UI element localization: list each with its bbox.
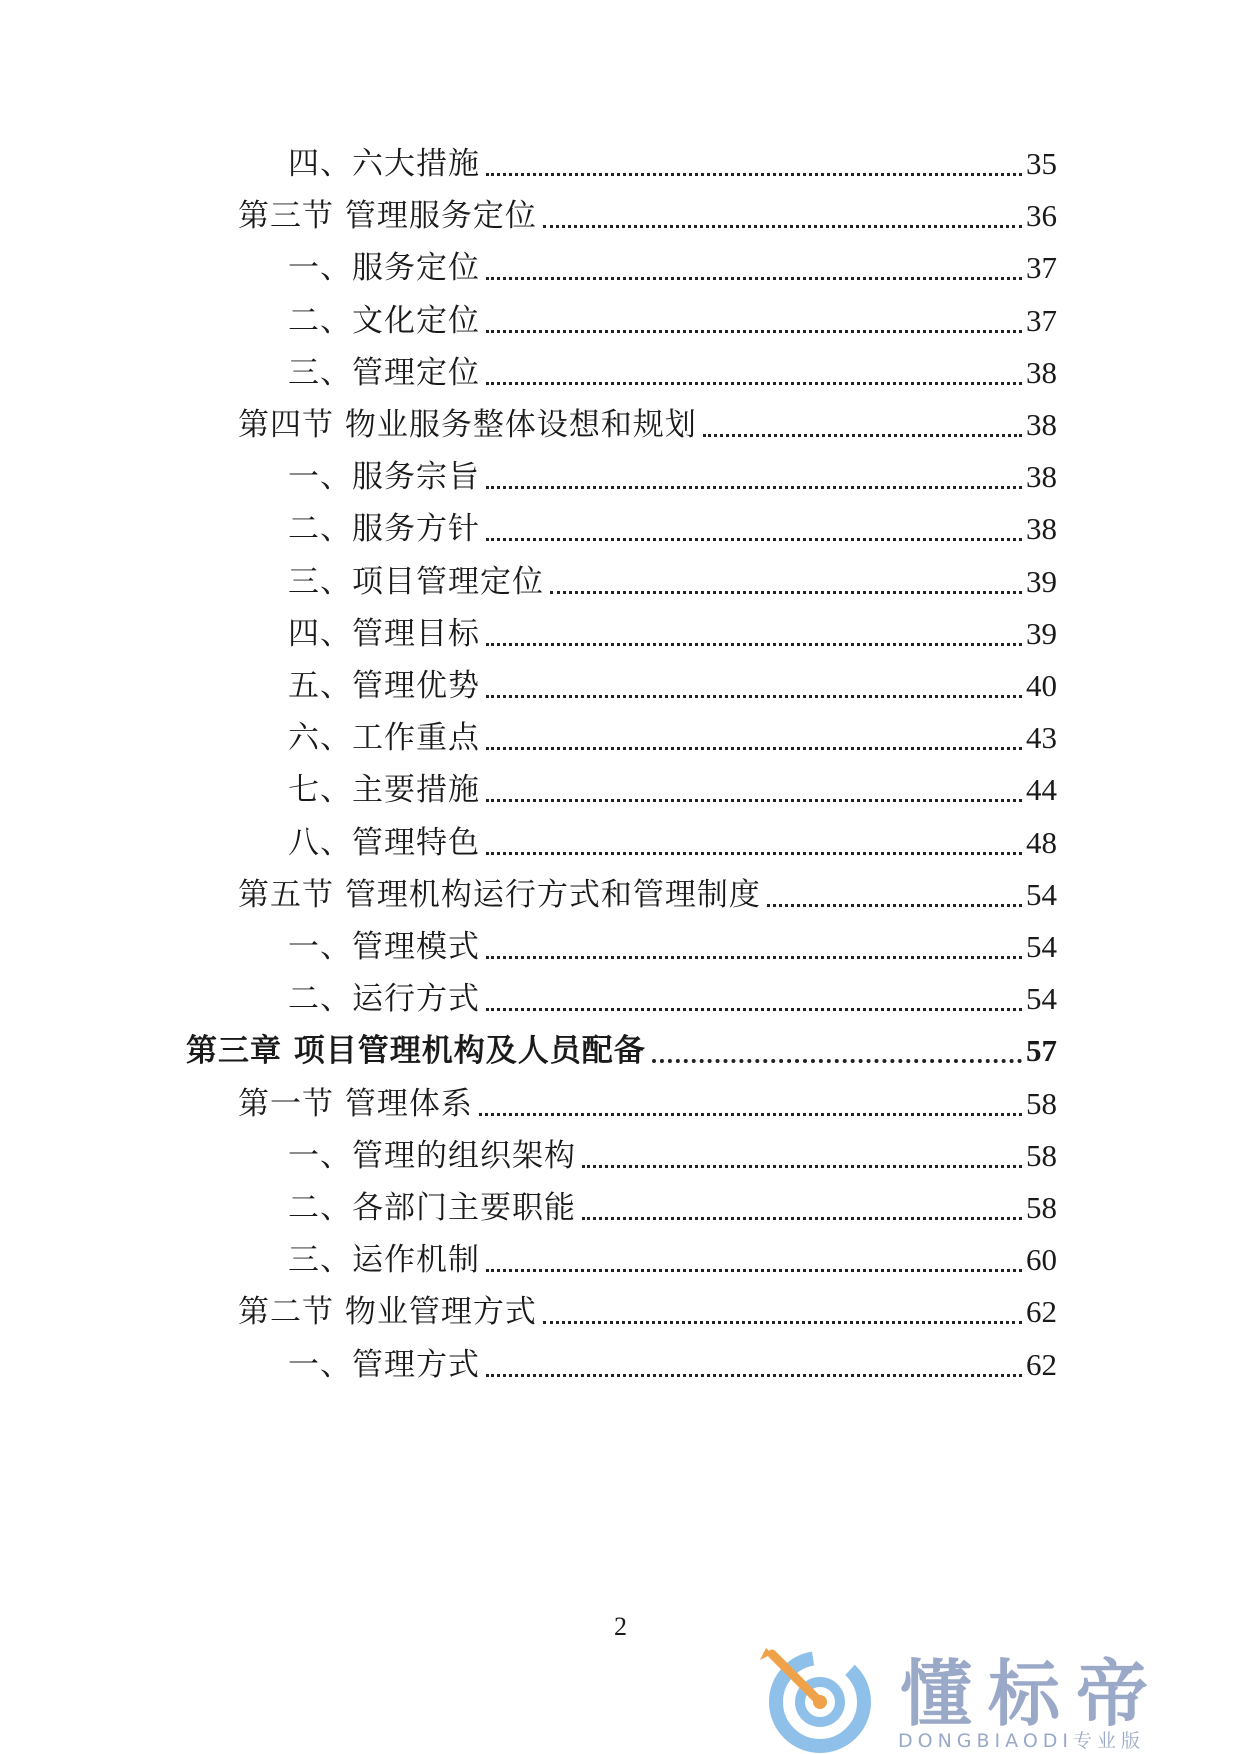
toc-dot-leader [486, 746, 1022, 750]
toc-entry[interactable] [288, 351, 1057, 395]
toc-entry-page: 57 [1026, 1033, 1057, 1068]
toc-entry[interactable] [288, 716, 1057, 760]
toc-dot-leader [486, 485, 1022, 489]
toc-entry-page: 54 [1026, 929, 1057, 964]
toc-entry-title: 七、主要措施 [288, 772, 480, 808]
toc-entry-page: 35 [1026, 146, 1057, 181]
toc-entry[interactable] [288, 1238, 1057, 1282]
toc-dot-leader [486, 851, 1022, 855]
toc-entry-page: 37 [1026, 303, 1057, 338]
toc-entry-page: 39 [1026, 564, 1057, 599]
toc-entry[interactable] [288, 1134, 1057, 1178]
toc-entry-title: 第一节 管理体系 [238, 1086, 473, 1122]
toc-entry[interactable] [238, 403, 1057, 447]
toc-entry[interactable] [288, 925, 1057, 969]
toc-entry-page: 38 [1026, 355, 1057, 390]
toc-dot-leader [486, 537, 1022, 541]
toc-dot-leader [767, 903, 1022, 907]
toc-entry-page: 58 [1026, 1190, 1057, 1225]
toc-entry[interactable] [186, 1029, 1057, 1073]
page-number: 2 [614, 1612, 627, 1641]
toc-entry-title: 八、管理特色 [288, 825, 480, 861]
toc-dot-leader [582, 1164, 1022, 1168]
toc-entry-title: 四、六大措施 [288, 146, 480, 182]
toc-entry-page: 58 [1026, 1086, 1057, 1121]
toc-entry[interactable] [288, 246, 1057, 290]
toc-dot-leader [486, 642, 1022, 646]
toc-entry[interactable] [288, 560, 1057, 604]
toc-entry-page: 48 [1026, 825, 1057, 860]
toc-entry-title: 三、运作机制 [288, 1242, 480, 1278]
toc-entry-title: 一、服务定位 [288, 250, 480, 286]
toc-entry[interactable] [288, 821, 1057, 865]
toc-entry-title: 三、管理定位 [288, 355, 480, 391]
toc-dot-leader [703, 433, 1022, 437]
toc-entry[interactable] [288, 455, 1057, 499]
toc-entry-page: 44 [1026, 772, 1057, 807]
toc-dot-leader [652, 1058, 1022, 1063]
toc-entry[interactable] [288, 299, 1057, 343]
toc-entry-title: 第三章 项目管理机构及人员配备 [186, 1033, 646, 1069]
toc-entry-title: 一、管理模式 [288, 929, 480, 965]
toc-entry-page: 60 [1026, 1242, 1057, 1277]
toc-dot-leader [550, 590, 1022, 594]
toc-entry-page: 54 [1026, 981, 1057, 1016]
toc-entry-title: 一、服务宗旨 [288, 459, 480, 495]
toc-entry-title: 三、项目管理定位 [288, 564, 544, 600]
toc-entry[interactable] [288, 612, 1057, 656]
toc-entry[interactable] [288, 977, 1057, 1021]
toc-dot-leader [486, 955, 1022, 959]
toc-entry-page: 38 [1026, 459, 1057, 494]
toc-entry[interactable] [288, 768, 1057, 812]
toc-entry-title: 二、文化定位 [288, 303, 480, 339]
toc-dot-leader [486, 1268, 1022, 1272]
toc-entry-title: 四、管理目标 [288, 616, 480, 652]
toc-dot-leader [486, 694, 1022, 698]
watermark-brand: 懂标帝 [900, 1652, 1165, 1736]
watermark [742, 1630, 1241, 1754]
toc-entry-title: 二、各部门主要职能 [288, 1190, 576, 1226]
watermark-subtitle: DONGBIAODI专业版 [898, 1730, 1146, 1752]
toc-entry-page: 43 [1026, 720, 1057, 755]
toc-entry-title: 一、管理的组织架构 [288, 1138, 576, 1174]
toc-entry-title: 第四节 物业服务整体设想和规划 [238, 407, 697, 443]
toc-entry-page: 38 [1026, 407, 1057, 442]
toc-dot-leader [486, 1373, 1022, 1377]
toc-dot-leader [486, 798, 1022, 802]
toc-dot-leader [486, 329, 1022, 333]
toc-entry-title: 第五节 管理机构运行方式和管理制度 [238, 877, 761, 913]
toc-entry-title: 五、管理优势 [288, 668, 480, 704]
target-logo-icon [742, 1630, 892, 1754]
toc-entry-page: 58 [1026, 1138, 1057, 1173]
toc-entry-page: 62 [1026, 1294, 1057, 1329]
toc-entry-page: 54 [1026, 877, 1057, 912]
toc-entry-title: 第二节 物业管理方式 [238, 1294, 537, 1330]
toc-dot-leader [486, 381, 1022, 385]
toc-entry-page: 36 [1026, 198, 1057, 233]
toc-entry-title: 一、管理方式 [288, 1347, 480, 1383]
toc-entry-title: 六、工作重点 [288, 720, 480, 756]
toc-entry[interactable] [288, 1186, 1057, 1230]
toc-entry-page: 39 [1026, 616, 1057, 651]
toc-dot-leader [486, 276, 1022, 280]
toc-entry-page: 37 [1026, 250, 1057, 285]
toc-entry[interactable] [288, 142, 1057, 186]
toc-entry[interactable] [238, 873, 1057, 917]
toc-entry-title: 二、运行方式 [288, 981, 480, 1017]
toc-dot-leader [479, 1112, 1022, 1116]
toc-entry[interactable] [238, 194, 1057, 238]
toc-entry-page: 38 [1026, 511, 1057, 546]
toc-entry[interactable] [288, 507, 1057, 551]
toc-entry-page: 40 [1026, 668, 1057, 703]
toc-dot-leader [486, 1007, 1022, 1011]
toc-entry[interactable] [238, 1290, 1057, 1334]
toc-dot-leader [582, 1216, 1022, 1220]
toc-entry-title: 第三节 管理服务定位 [238, 198, 537, 234]
toc-dot-leader [486, 172, 1022, 176]
toc-entry[interactable] [238, 1082, 1057, 1126]
toc-entry[interactable] [288, 664, 1057, 708]
toc-entry-page: 62 [1026, 1347, 1057, 1382]
toc-dot-leader [543, 1320, 1022, 1324]
toc-entry-title: 二、服务方针 [288, 511, 480, 547]
toc-dot-leader [543, 224, 1022, 228]
toc-entry[interactable] [288, 1343, 1057, 1387]
